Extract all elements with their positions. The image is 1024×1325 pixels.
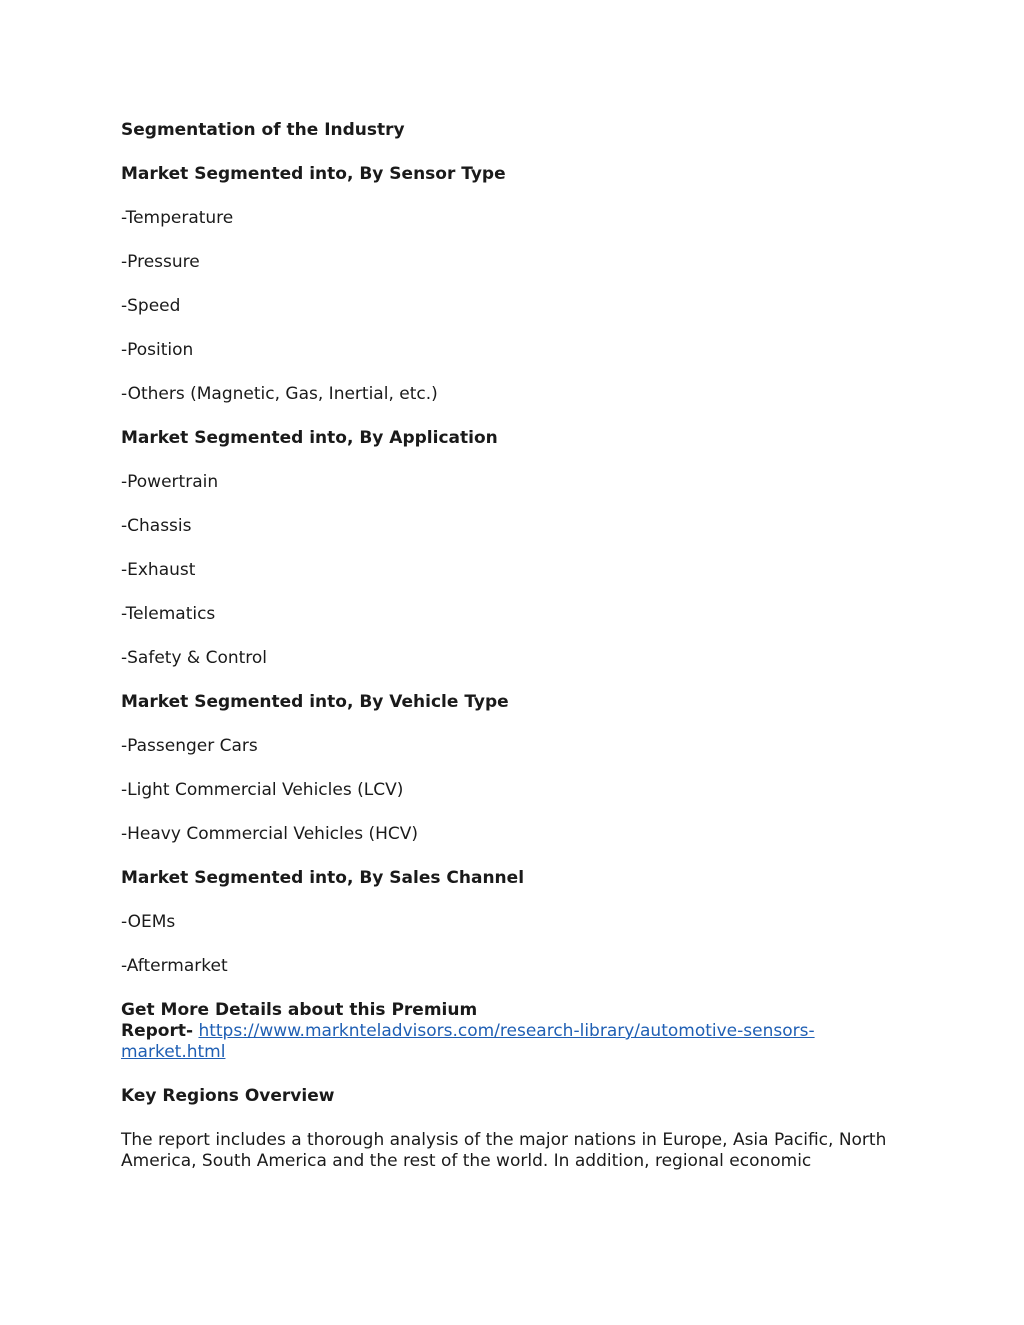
document-page [121,120,901,1172]
regions-text-line2: America, South America and the rest of the world. In addition, regional economic [121,1151,812,1171]
list-item: -OEMs [121,912,176,932]
list-item: -Passenger Cars [121,736,258,756]
details-block [121,1000,901,1063]
details-line3 [121,1042,901,1063]
section-heading: Segmentation of the Industry [121,120,405,140]
list-item: -Telematics [121,604,216,624]
list-item: -Light Commercial Vehicles (LCV) [121,780,404,800]
regions-text-line1: The report includes a thorough analysis of the major nations in Europe, Asia Pacific, North [121,1130,887,1150]
list-item: -Exhaust [121,560,196,580]
segment-title-sales-channel: Market Segmented into, By Sales Channel [121,868,525,888]
segment-title-application: Market Segmented into, By Application [121,428,498,448]
segment-title-sensor-type: Market Segmented into, By Sensor Type [121,164,506,184]
report-link-continued[interactable]: market.html [121,1042,226,1062]
list-item: -Speed [121,296,181,316]
report-link[interactable]: https://www.marknteladvisors.com/research-library/automotive-sensors- [198,1021,815,1041]
details-label: Report- [121,1021,194,1041]
list-item: -Aftermarket [121,956,228,976]
list-item: -Heavy Commercial Vehicles (HCV) [121,824,419,844]
list-item: -Safety & Control [121,648,268,668]
list-item: -Others (Magnetic, Gas, Inertial, etc.) [121,384,438,404]
list-item: -Chassis [121,516,192,536]
segment-title-vehicle-type: Market Segmented into, By Vehicle Type [121,692,509,712]
details-line2 [121,1021,901,1042]
list-item: -Pressure [121,252,200,272]
list-item: -Position [121,340,194,360]
details-line1: Get More Details about this Premium [121,1000,478,1020]
regions-title: Key Regions Overview [121,1086,335,1106]
list-item: -Powertrain [121,472,219,492]
list-item: -Temperature [121,208,234,228]
